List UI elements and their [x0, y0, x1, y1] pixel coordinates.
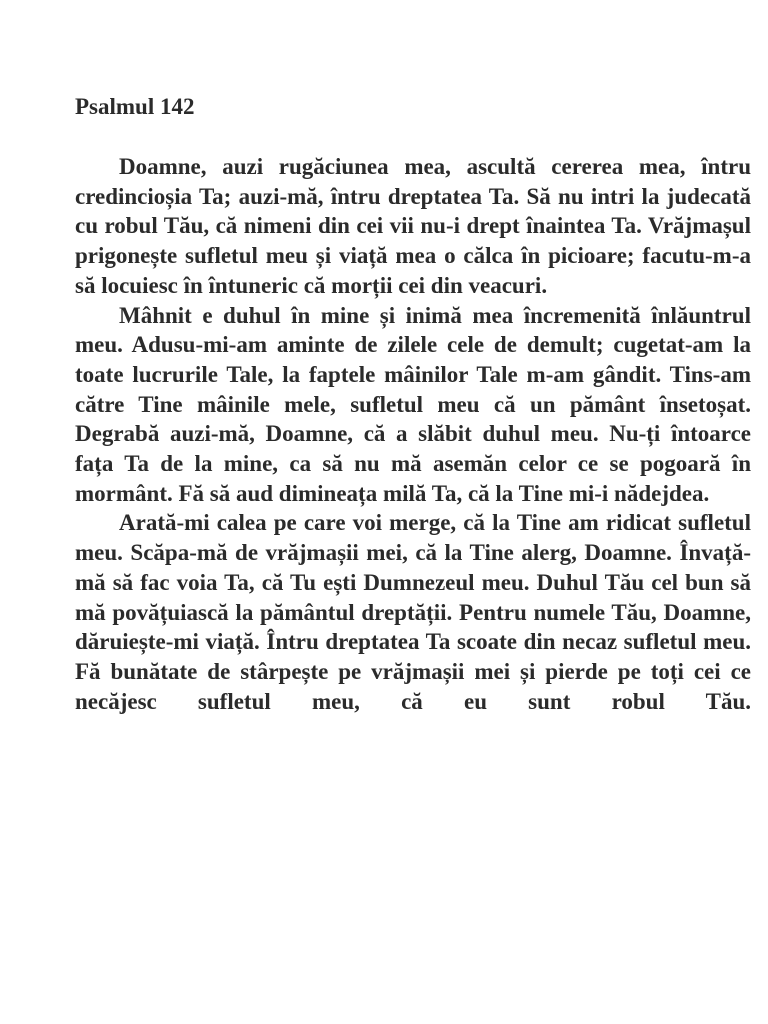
page-title: Psalmul 142	[75, 94, 195, 119]
paragraph-3: Arată-mi calea pe care voi merge, că la Tine am ridicat sufletul meu. Scăpa-mă de vrăjmașii mei, că la Tine alerg, Doamne. Învață-mă să fac voia Ta, că Tu ești Dumnezeul meu. Duhul Tău cel bun să mă povățuiască la pământul dreptății. Pentru numele Tău, Doamne, dăruiește-mi viață. Întru dreptatea Ta scoate din necaz sufletul meu. Fă bunătate de stârpește pe vrăjmașii mei și pierde pe toți cei ce necăjesc sufletul meu, că eu sunt robul Tău.	[75, 510, 751, 714]
paragraph-1: Doamne, auzi rugăciunea mea, ascultă cererea mea, întru credincioșia Ta; auzi-mă, întru dreptatea Ta. Să nu intri la judecată cu robul Tău, că nimeni din cei vii nu-i drept înaintea Ta. Vrăjmașul prigonește sufletul meu și viață mea o călca în picioare; facutu-m-a să locuiesc în întuneric că morții cei din veacuri.	[75, 154, 751, 298]
document-page	[75, 92, 751, 716]
document-body	[75, 152, 751, 716]
paragraph-2: Mâhnit e duhul în mine și inimă mea încremenită înlăuntrul meu. Adusu-mi-am aminte de zilele cele de demult; cugetat-am la toate lucrurile Tale, la faptele mâinilor Tale m-am gândit. Tins-am către Tine mâinile mele, sufletul meu că un pământ însetoșat. Degrabă auzi-mă, Doamne, că a slăbit duhul meu. Nu-ți întoarce fața Ta de la mine, ca să nu mă asemăn celor ce se pogoară în mormânt. Fă să aud dimineața milă Ta, că la Tine mi-i nădejdea.	[75, 302, 751, 506]
